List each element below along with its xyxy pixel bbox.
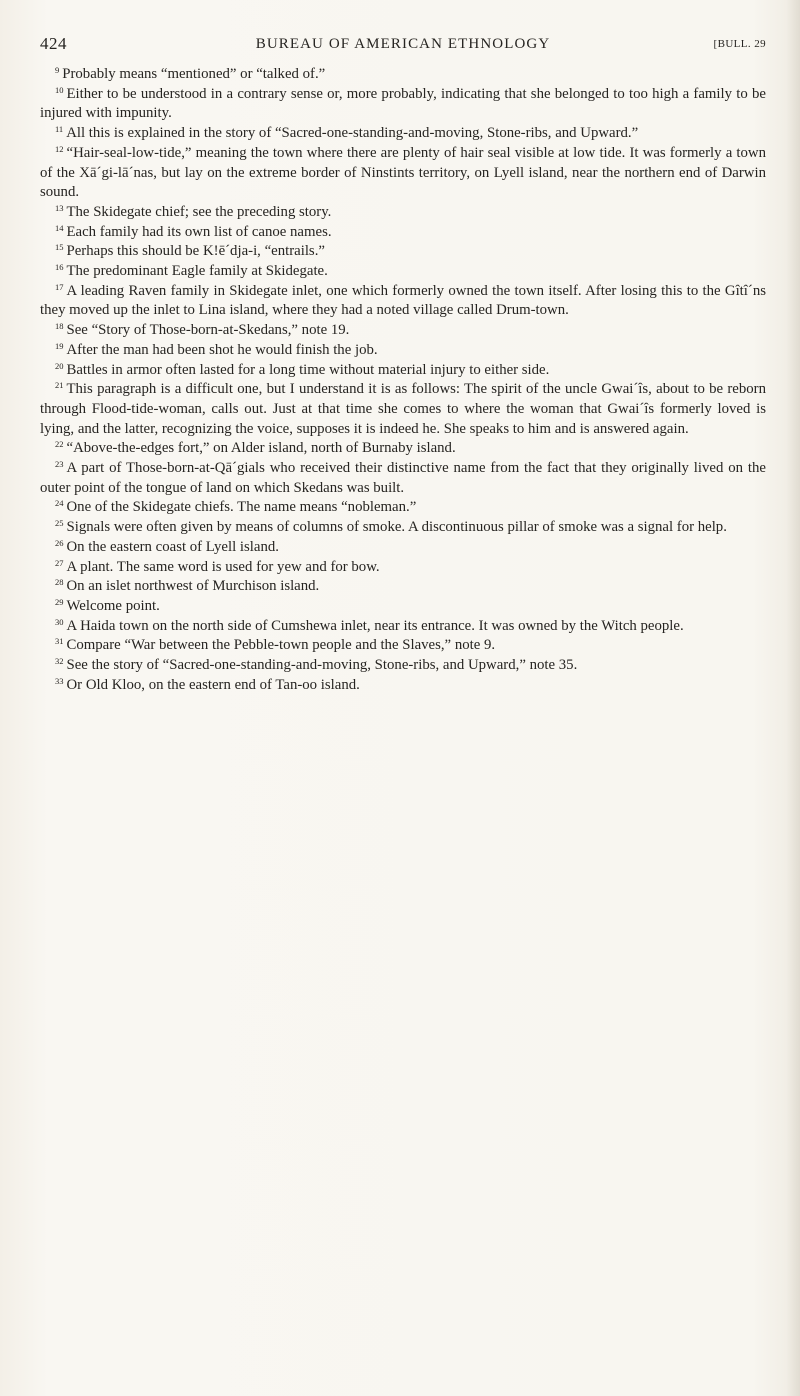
- footnote-number: 11: [55, 124, 64, 135]
- footnote-text: Either to be understood in a contrary sense or, more probably, indicating that she belonged to too high a family to be injured with impunity.: [40, 85, 766, 122]
- footnote: [40, 223, 766, 243]
- footnote-number: 16: [55, 262, 64, 273]
- footnote: [40, 321, 766, 341]
- footnote-number: 27: [55, 557, 64, 568]
- footnote-number: 28: [55, 577, 64, 588]
- footnote: [40, 577, 766, 597]
- footnote-number: 17: [55, 281, 64, 292]
- page-number: 424: [40, 34, 67, 53]
- footnote: [40, 617, 766, 637]
- footnote: [40, 518, 766, 538]
- page-header: [40, 34, 766, 64]
- footnote-number: 22: [55, 439, 64, 450]
- footnote-number: 14: [55, 222, 64, 233]
- footnote: [40, 242, 766, 262]
- footnote-number: 26: [55, 537, 64, 548]
- footnote: [40, 676, 766, 696]
- footnote-number: 23: [55, 459, 64, 470]
- footnote-number: 31: [55, 636, 64, 647]
- footnote-text: Or Old Kloo, on the eastern end of Tan-oo island.: [66, 676, 360, 693]
- footnote-number: 25: [55, 518, 64, 529]
- footnote: [40, 439, 766, 459]
- footnote: [40, 459, 766, 498]
- footnote-text: Welcome point.: [66, 597, 160, 614]
- footnote-text: Battles in armor often lasted for a long time without material injury to either side.: [66, 361, 550, 378]
- footnote-number: 33: [55, 675, 64, 686]
- footnote-number: 21: [55, 380, 64, 391]
- page-edge-shadow: [786, 0, 800, 1396]
- footnote-text: “Hair-seal-low-tide,” meaning the town where there are plenty of hair seal visible at low tide. It was formerly a town of the Xā´gi-lā´nas, but lay on the extreme border of Ninstints territory, on Lyell island, near the northern end of Darwin sound.: [40, 144, 766, 201]
- footnote: [40, 144, 766, 203]
- footnote-text: Each family had its own list of canoe names.: [66, 223, 332, 240]
- running-title: BUREAU OF AMERICAN ETHNOLOGY: [255, 36, 551, 52]
- footnote-number: 15: [55, 242, 64, 253]
- footnote: [40, 203, 766, 223]
- footnote-number: 24: [55, 498, 64, 509]
- footnote-text: Compare “War between the Pebble-town people and the Slaves,” note 9.: [66, 637, 496, 654]
- footnote-number: 32: [55, 656, 64, 667]
- bulletin-reference: [BULL. 29: [713, 38, 766, 50]
- footnote-text: On an islet northwest of Murchison island.: [66, 578, 320, 595]
- footnote: [40, 636, 766, 656]
- footnote-text: A leading Raven family in Skidegate inlet, one which formerly owned the town itself. After losing this to the Gîtî´ns they moved up the inlet to Lina island, where they had a noted village called Drum-town.: [40, 282, 766, 319]
- footnote-number: 20: [55, 360, 64, 371]
- footnote: [40, 361, 766, 381]
- footnote-number: 19: [55, 340, 64, 351]
- footnote: [40, 656, 766, 676]
- footnote-text: Probably means “mentioned” or “talked of.”: [62, 66, 326, 82]
- footnote: [40, 341, 766, 361]
- footnote: [40, 558, 766, 578]
- footnote: [40, 124, 766, 144]
- footnote-number: 9: [55, 65, 60, 75]
- footnote-number: 12: [55, 143, 64, 154]
- footnote: [40, 498, 766, 518]
- footnote: [40, 538, 766, 558]
- footnote-text: All this is explained in the story of “Sacred-one-standing-and-moving, Stone-ribs, and Upward.”: [66, 125, 639, 142]
- footnote-text: See “Story of Those-born-at-Skedans,” note 19.: [66, 322, 350, 339]
- footnote-text: See the story of “Sacred-one-standing-and-moving, Stone-ribs, and Upward,” note 35.: [66, 657, 578, 674]
- footnote-text: After the man had been shot he would finish the job.: [66, 341, 378, 358]
- footnote: [40, 380, 766, 439]
- footnotes-list: [40, 65, 766, 696]
- footnote: [40, 282, 766, 321]
- footnote-text: Signals were often given by means of columns of smoke. A discontinuous pillar of smoke was a signal for help.: [66, 519, 727, 536]
- footnote-number: 29: [55, 596, 64, 607]
- footnote-text: The Skidegate chief; see the preceding story.: [66, 203, 332, 220]
- footnote-text: A part of Those-born-at-Qā´gials who received their distinctive name from the fact that they originally lived on the outer point of the tongue of land on which Skedans was built.: [40, 460, 766, 496]
- footnote-text: One of the Skidegate chiefs. The name means “nobleman.”: [66, 499, 417, 516]
- footnote-text: The predominant Eagle family at Skidegate.: [66, 263, 328, 280]
- footnote-text: “Above-the-edges fort,” on Alder island, north of Burnaby island.: [66, 440, 456, 457]
- footnote: [40, 65, 766, 85]
- footnote: [40, 597, 766, 617]
- footnote: [40, 262, 766, 282]
- footnote-number: 10: [55, 84, 64, 95]
- footnote-number: 18: [55, 321, 64, 332]
- footnote-text: On the eastern coast of Lyell island.: [66, 538, 279, 555]
- footnote-number: 13: [55, 202, 64, 213]
- footnote-text: Perhaps this should be K!ē´dja-i, “entrails.”: [66, 243, 325, 260]
- footnote-text: A Haida town on the north side of Cumshewa inlet, near its entrance. It was owned by the Witch people.: [66, 617, 684, 634]
- footnote-text: A plant. The same word is used for yew and for bow.: [66, 558, 380, 575]
- footnote: [40, 85, 766, 124]
- footnote-number: 30: [55, 616, 64, 627]
- footnote-text: This paragraph is a difficult one, but I understand it is as follows: The spirit of the uncle Gwai´îs, about to be reborn through Flood-tide-woman, calls out. Just at that time she comes to where the woman that Gwai´îs formerly loved is lying, and the latter, recognizing the voice, supposes it is indeed he. She speaks to him and is answered again.: [40, 381, 766, 437]
